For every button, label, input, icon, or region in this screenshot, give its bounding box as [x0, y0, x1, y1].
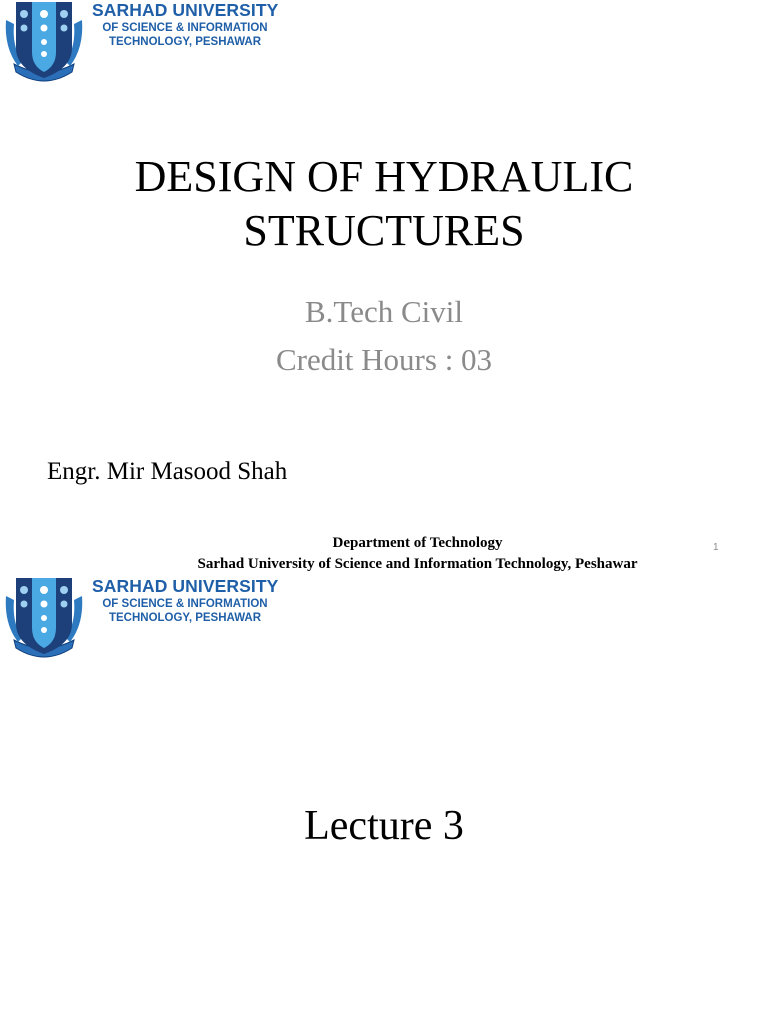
slide-title: [0, 150, 768, 258]
program-name: B.Tech Civil: [305, 294, 463, 329]
university-name-line2: OF SCIENCE & INFORMATION: [102, 21, 268, 34]
page-number: 1: [713, 542, 719, 553]
university-crest-icon: [2, 0, 86, 84]
slide-title-line1: DESIGN OF HYDRAULIC: [134, 152, 634, 201]
slide-2: [0, 576, 768, 1024]
university-name-line3: TECHNOLOGY, PESHAWAR: [108, 36, 262, 48]
university-name-line2: OF SCIENCE & INFORMATION: [102, 597, 268, 610]
credit-hours: Credit Hours : 03: [275, 342, 493, 377]
university-logo: [2, 0, 292, 84]
university-name: [92, 2, 278, 49]
institution-name: Sarhad University of Science and Information Technology, Peshawar: [197, 556, 638, 572]
lecture-title: Lecture 3: [304, 803, 464, 849]
university-name-line1: SARHAD UNIVERSITY: [92, 0, 279, 20]
university-name-line1: SARHAD UNIVERSITY: [92, 576, 279, 596]
university-name: [92, 578, 278, 625]
slide-subtitle: [0, 288, 768, 384]
university-crest-icon: [2, 576, 86, 660]
department-footer: [150, 533, 685, 575]
slide-title-line2: STRUCTURES: [243, 206, 525, 255]
university-name-line3: TECHNOLOGY, PESHAWAR: [108, 612, 262, 624]
university-logo: [2, 576, 292, 660]
author-name: Engr. Mir Masood Shah: [47, 458, 288, 485]
department-name: Department of Technology: [332, 535, 503, 551]
